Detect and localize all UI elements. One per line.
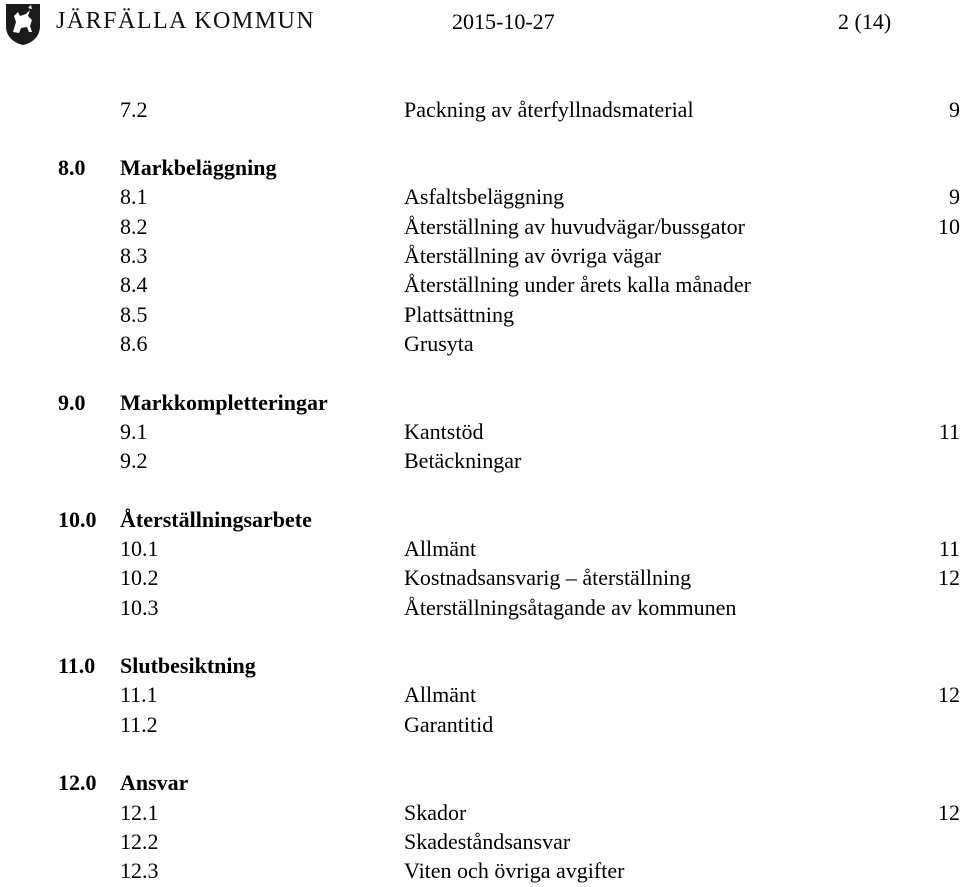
section-number: 8.0 xyxy=(58,155,86,180)
toc-entry xyxy=(0,330,960,358)
entry-number: 11.2 xyxy=(120,712,158,737)
entry-number: 12.3 xyxy=(120,858,159,883)
toc-section-heading xyxy=(0,154,960,182)
page-number: 2 (14) xyxy=(838,9,892,34)
toc-entry xyxy=(0,183,960,211)
entry-title: Återställning av övriga vägar xyxy=(404,243,662,268)
section-number: 12.0 xyxy=(58,770,97,795)
section-title: Ansvar xyxy=(120,770,189,795)
entry-title: Viten och övriga avgifter xyxy=(404,858,625,883)
entry-number: 9.1 xyxy=(120,419,148,444)
toc-section-heading xyxy=(0,506,960,534)
entry-number: 8.1 xyxy=(120,184,148,209)
entry-number: 8.5 xyxy=(120,302,148,327)
entry-title: Kostnadsansvarig – återställning xyxy=(404,565,692,590)
entry-title: Skadeståndsansvar xyxy=(404,829,571,854)
entry-number: 8.3 xyxy=(120,243,148,268)
entry-page-number: 12 xyxy=(938,800,960,825)
entry-title: Återställning av huvudvägar/bussgator xyxy=(404,214,745,239)
entry-number: 10.3 xyxy=(120,595,159,620)
entry-title: Allmänt xyxy=(404,536,477,561)
toc-entry xyxy=(0,594,960,622)
entry-title: Plattsättning xyxy=(404,302,514,327)
toc-entry xyxy=(0,857,960,885)
entry-page-number: 10 xyxy=(938,214,960,239)
entry-number: 8.2 xyxy=(120,214,148,239)
toc-entry xyxy=(0,828,960,856)
entry-number: 10.2 xyxy=(120,565,159,590)
entry-page-number: 9 xyxy=(949,97,960,122)
entry-title: Grusyta xyxy=(404,331,474,356)
entry-title: Återställningsåtagande av kommunen xyxy=(404,595,737,620)
section-number: 11.0 xyxy=(58,653,96,678)
toc-section-heading xyxy=(0,389,960,417)
entry-number: 11.1 xyxy=(120,682,158,707)
entry-number: 12.1 xyxy=(120,800,159,825)
toc-entry xyxy=(0,242,960,270)
section-title: Slutbesiktning xyxy=(120,653,256,678)
section-number: 10.0 xyxy=(58,507,97,532)
entry-title: Asfaltsbeläggning xyxy=(404,184,565,209)
entry-page-number: 9 xyxy=(949,184,960,209)
entry-page-number: 11 xyxy=(938,419,960,444)
toc-section-heading xyxy=(0,769,960,797)
section-title: Återställningsarbete xyxy=(120,507,312,532)
entry-title: Allmänt xyxy=(404,682,477,707)
entry-page-number: 12 xyxy=(938,565,960,590)
entry-title: Packning av återfyllnadsmaterial xyxy=(404,97,694,122)
entry-page-number: 12 xyxy=(938,682,960,707)
entry-title: Återställning under årets kalla månader xyxy=(404,272,751,297)
section-title: Markkompletteringar xyxy=(120,390,328,415)
toc-entry xyxy=(0,711,960,739)
entry-number: 9.2 xyxy=(120,448,148,473)
toc-entry xyxy=(0,799,960,827)
toc-entry xyxy=(0,564,960,592)
document-date: 2015-10-27 xyxy=(452,9,555,34)
toc-entry xyxy=(0,213,960,241)
toc-entry xyxy=(0,301,960,329)
section-title: Markbeläggning xyxy=(120,155,277,180)
entry-page-number: 11 xyxy=(938,536,960,561)
entry-title: Kantstöd xyxy=(404,419,484,444)
entry-number: 8.6 xyxy=(120,331,148,356)
entry-number: 10.1 xyxy=(120,536,159,561)
entry-number: 7.2 xyxy=(120,97,148,122)
toc-entry xyxy=(0,535,960,563)
toc-section-heading xyxy=(0,652,960,680)
toc-entry xyxy=(0,271,960,299)
entry-number: 8.4 xyxy=(120,272,148,297)
toc-entry xyxy=(0,447,960,475)
toc-entry xyxy=(0,681,960,709)
toc-entry xyxy=(0,96,960,124)
entry-title: Betäckningar xyxy=(404,448,522,473)
toc-entry xyxy=(0,418,960,446)
section-number: 9.0 xyxy=(58,390,86,415)
brand-name: JÄRFÄLLA KOMMUN xyxy=(56,8,316,34)
entry-title: Garantitid xyxy=(404,712,494,737)
entry-number: 12.2 xyxy=(120,829,159,854)
entry-title: Skador xyxy=(404,800,467,825)
